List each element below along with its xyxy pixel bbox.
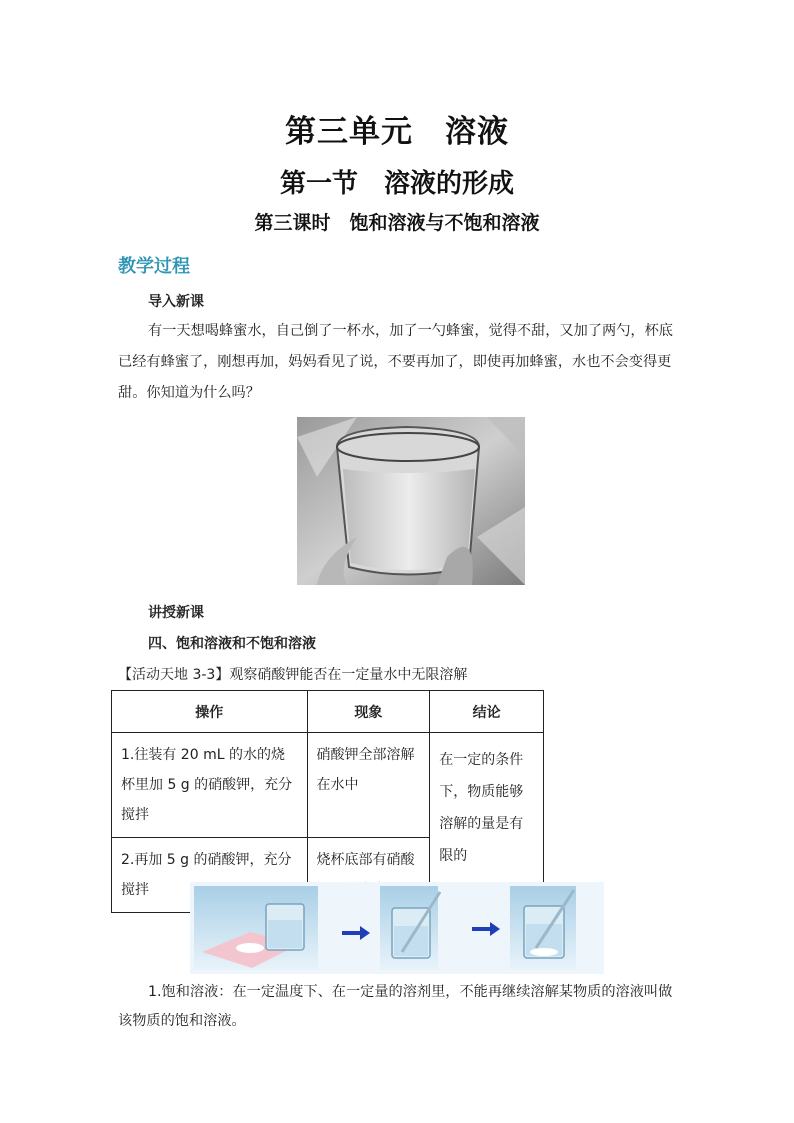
new-lesson-heading: 讲授新课: [148, 605, 204, 621]
beaker-sequence-illustration: [190, 882, 604, 974]
topic-heading: 四、饱和溶液和不饱和溶液: [148, 636, 316, 652]
table-cell-phenomenon: 硝酸钾全部溶解在水中: [307, 733, 430, 838]
table-cell-operation: 1.往装有 20 mL 的水的烧杯里加 5 g 的硝酸钾，充分搅拌: [112, 733, 308, 838]
glass-of-water-photo: [297, 417, 525, 585]
table-cell-operation: 2.再加 5 g 的硝酸钾，充分搅拌: [112, 838, 308, 913]
teaching-process-heading: 教学过程: [118, 256, 190, 277]
table-cell-conclusion: 在一定的条件下，物质能够溶解的量是有限的: [430, 733, 544, 913]
table-row: [112, 733, 544, 838]
intro-paragraph: 有一天想喝蜂蜜水，自己倒了一杯水，加了一勺蜂蜜，觉得不甜，又加了两勺，杯底已经有蜂蜜了，刚想再加，妈妈看见了说，不要再加了，即使再加蜂蜜，水也不会变得更甜。你知道为什么吗？: [118, 323, 673, 401]
table-header-row: [112, 691, 544, 733]
intro-heading: 导入新课: [148, 294, 204, 310]
activity-title: 【活动天地 3-3】观察硝酸钾能否在一定量水中无限溶解: [118, 667, 468, 683]
header-phenomenon: 现象: [307, 691, 430, 733]
table-cell-phenomenon: 烧杯底部有硝酸: [307, 838, 430, 913]
unit-title: 第三单元 溶液: [285, 114, 509, 150]
saturated-solution-definition: 1.饱和溶液：在一定温度下、在一定量的溶剂里，不能再继续溶解某物质的溶液叫做该物质的饱和溶液。: [118, 984, 673, 1029]
header-operation: 操作: [112, 691, 308, 733]
lesson-title: 第三课时 饱和溶液与不饱和溶液: [254, 212, 540, 234]
header-conclusion: 结论: [430, 691, 544, 733]
experiment-table: [111, 690, 544, 913]
section-title: 第一节 溶液的形成: [279, 169, 514, 199]
